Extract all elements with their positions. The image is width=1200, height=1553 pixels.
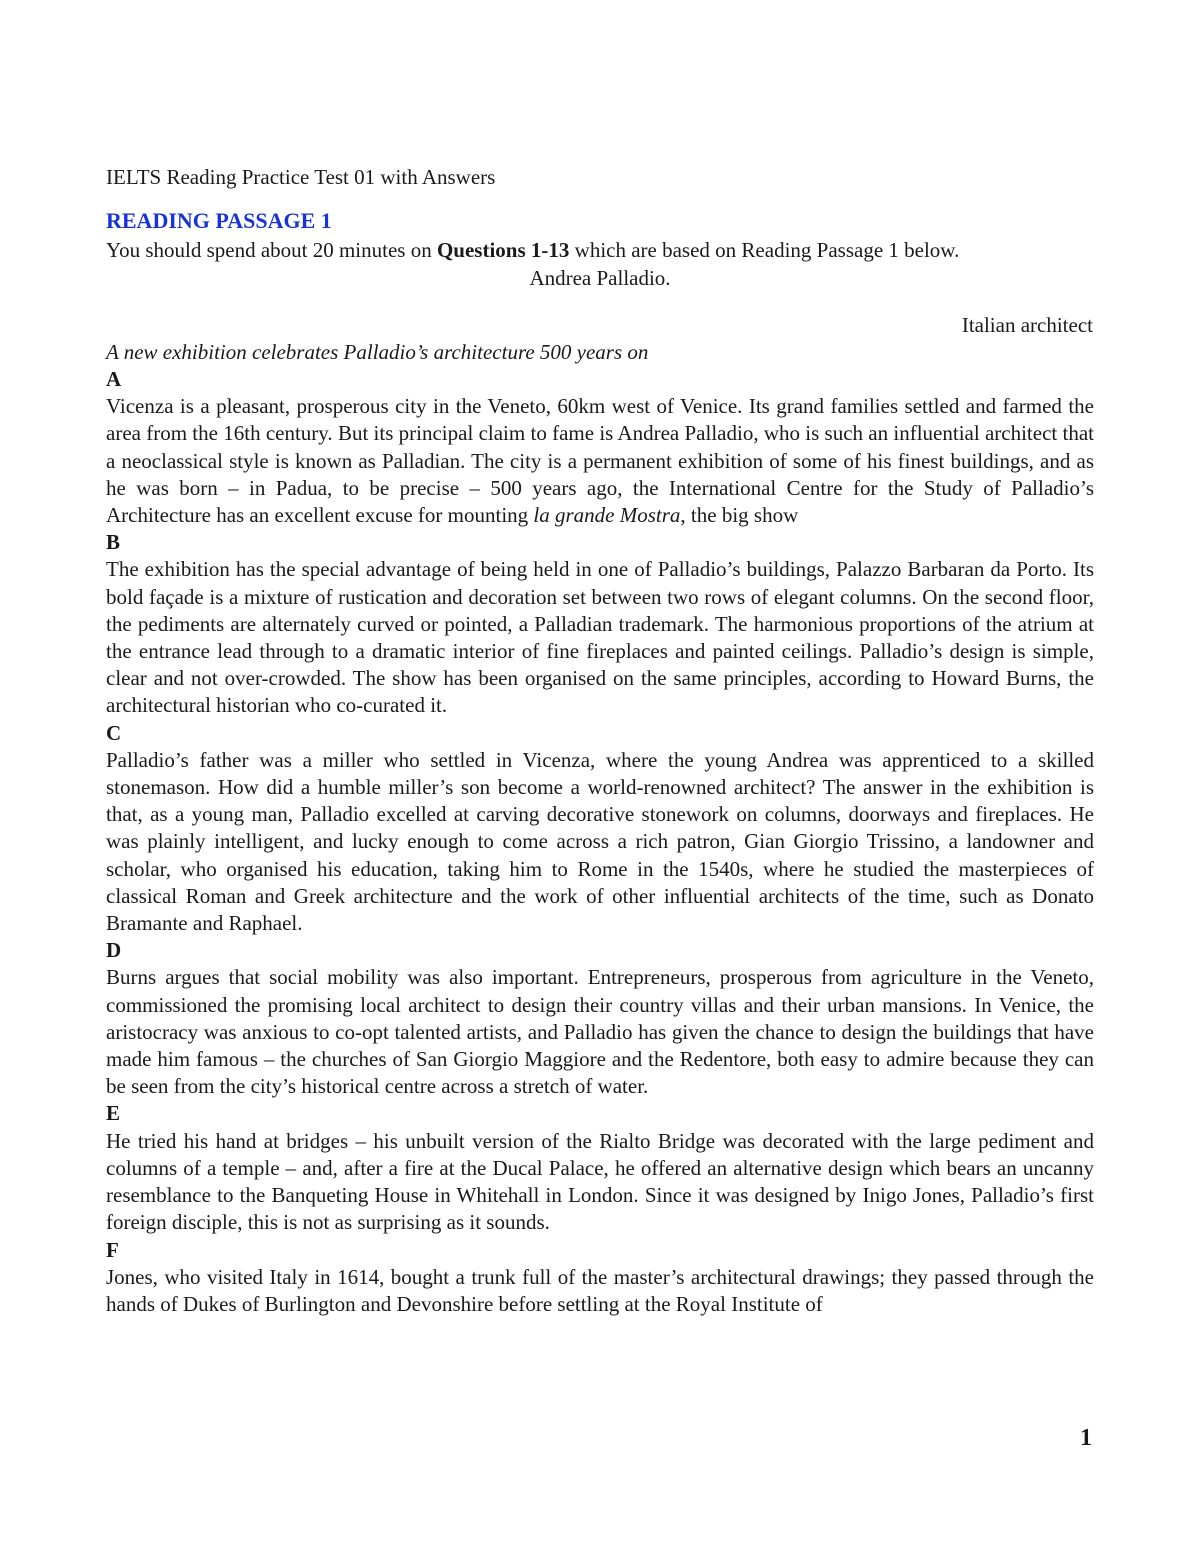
paragraph-text-main: Vicenza is a pleasant, prosperous city in the Veneto, 60km west of Venice. Its grand families settled and farmed the area from the 16th century. But its principal claim to fame is Andrea Palladio, who is such an influential architect that a neoclassical style is known as Palladian. The city is a permanent exhibition of some of his finest buildings, and as he was born – in Padua, to be precise – 500 years ago, the International Centre for the Study of Palladio’s Architecture has an excellent excuse for mounting xyxy=(106,394,1094,528)
passage-heading: READING PASSAGE 1 xyxy=(106,208,332,233)
instruction-line xyxy=(106,237,959,264)
paragraph-a xyxy=(106,366,1094,529)
paragraph-e xyxy=(106,1100,1094,1236)
instruction-text-after: which are based on Reading Passage 1 below. xyxy=(569,238,960,262)
paragraph-f xyxy=(106,1237,1094,1319)
paragraph-letter: B xyxy=(106,530,121,555)
paragraph-text: The exhibition has the special advantage of being held in one of Palladio’s buildings, Palazzo Barbaran da Porto. Its bold façade is a mixture of rustication and decoration set between two rows of elegant columns. On the second floor, the pediments are alternately curved or pointed, a Palladian trademark. The harmonious proportions of the atrium at the entrance lead through to a dramatic interior of fine fireplaces and painted ceilings. Palladio’s design is simple, clear and not over-crowded. The show has been organised on the same principles, according to Howard Burns, the architectural historian who co-curated it. xyxy=(106,557,1094,718)
document-title: IELTS Reading Practice Test 01 with Answers xyxy=(106,165,496,189)
paragraph-text: He tried his hand at bridges – his unbuilt version of the Rialto Bridge was decorated with the large pediment and columns of a temple – and, after a fire at the Ducal Palace, he offered an alternative design which bears an uncanny resemblance to the Banqueting House in Whitehall in London. Since it was designed by Inigo Jones, Palladio’s first foreign disciple, this is not as surprising as it sounds. xyxy=(106,1128,1094,1235)
paragraph-c xyxy=(106,720,1094,938)
paragraph-italic-phrase: la grande Mostra xyxy=(533,503,681,528)
paragraph-letter: E xyxy=(106,1101,121,1126)
paragraph-letter: A xyxy=(106,367,122,391)
paragraph-text xyxy=(106,393,1094,529)
paragraph-d xyxy=(106,937,1094,1100)
paragraph-letter: C xyxy=(106,720,122,745)
article-subtitle: Italian architect xyxy=(961,313,1093,337)
paragraph-letter: F xyxy=(106,1237,119,1262)
paragraph-b xyxy=(106,529,1094,719)
passage-body xyxy=(106,366,1094,1318)
paragraph-text: Palladio’s father was a miller who settled in Vicenza, where the young Andrea was apprenticed to a skilled stonemason. How did a humble miller’s son become a world-renowned architect? The answer in the exhibition is that, as a young man, Palladio excelled at carving decorative stonework on columns, doorways and fireplaces. He was plainly intelligent, and lucky enough to come across a rich patron, Gian Giorgio Trissino, a landowner and scholar, who organised his education, taking him to Rome in the 1540s, where he studied the masterpieces of classical Roman and Greek architecture and the work of other influential architects of the time, such as Donato Bramante and Raphael. xyxy=(106,747,1094,936)
article-standfirst: A new exhibition celebrates Palladio’s architecture 500 years on xyxy=(106,340,649,364)
instruction-questions-range: Questions 1-13 xyxy=(436,238,570,262)
paragraph-letter: D xyxy=(106,938,122,963)
page-number: 1 xyxy=(1080,1425,1092,1451)
paragraph-text-tail: , the big show xyxy=(680,503,799,528)
paragraph-text: Jones, who visited Italy in 1614, bought a trunk full of the master’s architectural drawings; they passed through the hands of Dukes of Burlington and Devonshire before settling at the Royal Institute of xyxy=(106,1264,1094,1316)
instruction-text-before: You should spend about 20 minutes on xyxy=(106,238,437,262)
paragraph-text: Burns argues that social mobility was also important. Entrepreneurs, prosperous from agriculture in the Veneto, commissioned the promising local architect to design their country villas and their urban mansions. In Venice, the aristocracy was anxious to co-opt talented artists, and Palladio has given the chance to design the buildings that have made him famous – the churches of San Giorgio Maggiore and the Redentore, both easy to admire because they can be seen from the city’s historical centre across a stretch of water. xyxy=(106,965,1094,1099)
article-title: Andrea Palladio. xyxy=(529,266,671,290)
